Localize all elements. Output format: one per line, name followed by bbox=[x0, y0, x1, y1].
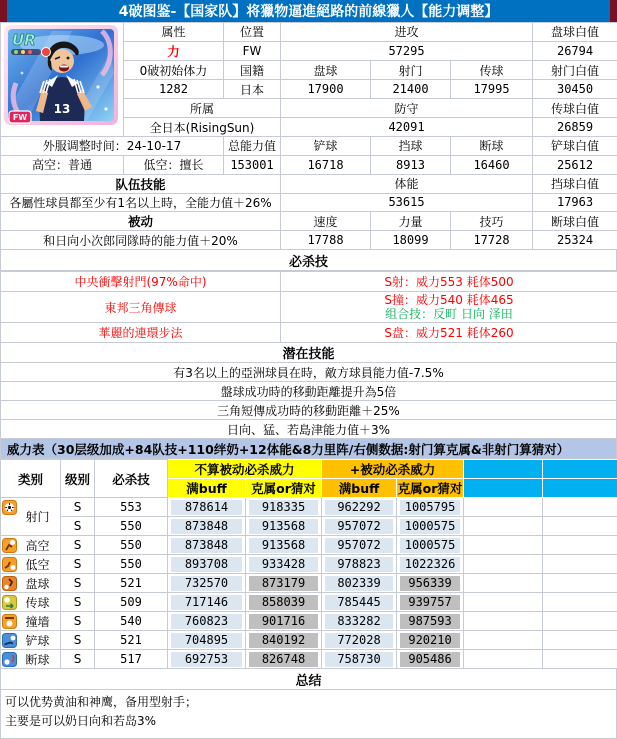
value-counter-passive: 920210 bbox=[400, 633, 460, 648]
skill-power: 550 bbox=[95, 536, 168, 555]
dribble-value: 17900 bbox=[281, 80, 371, 99]
col-header-extra-2 bbox=[543, 479, 617, 498]
col-header-extra-2 bbox=[543, 460, 617, 479]
grade: S bbox=[61, 650, 95, 669]
stamina-value: 53615 bbox=[281, 193, 533, 212]
col-header-extra-1 bbox=[464, 460, 543, 479]
initial-stamina-value: 1282 bbox=[124, 80, 224, 99]
summary-header: 总结 bbox=[0, 669, 617, 690]
grade: S bbox=[61, 555, 95, 574]
skill-power: 550 bbox=[95, 517, 168, 536]
grade: S bbox=[61, 536, 95, 555]
intercept-white-label: 断球白值 bbox=[533, 212, 617, 231]
pass-white-value: 26859 bbox=[533, 118, 617, 137]
col-header-counter: 克属or猜对 bbox=[397, 479, 464, 498]
skill-power: 540 bbox=[95, 612, 168, 631]
grade: S bbox=[61, 517, 95, 536]
grade: S bbox=[61, 593, 95, 612]
dribble-label: 盘球 bbox=[281, 61, 371, 80]
value-counter-nopassive: 913568 bbox=[249, 538, 318, 553]
value-counter-nopassive: 918335 bbox=[249, 500, 318, 515]
shoot-value: 21400 bbox=[371, 80, 451, 99]
col-header-extra-1 bbox=[464, 479, 543, 498]
high-ball-category-icon bbox=[2, 538, 17, 555]
col-header-category: 类别 bbox=[1, 460, 61, 498]
title-bar-right-cap bbox=[610, 0, 617, 22]
value-maxbuff-passive: 772028 bbox=[325, 633, 393, 648]
value-counter-nopassive: 858039 bbox=[249, 595, 318, 610]
svg-text:FW: FW bbox=[12, 113, 26, 122]
low-ball-category-icon bbox=[2, 557, 17, 574]
attr-label: 属性 bbox=[124, 23, 224, 42]
block-value: 8913 bbox=[371, 155, 451, 174]
value-maxbuff-passive: 957072 bbox=[325, 519, 393, 534]
tech-value: 17728 bbox=[451, 231, 533, 250]
tackle-white-label: 铲球白值 bbox=[533, 137, 617, 156]
position-value: FW bbox=[224, 41, 281, 60]
value-maxbuff-nopassive: 878614 bbox=[171, 500, 242, 515]
block-label: 挡球 bbox=[371, 137, 451, 156]
power-label: 力量 bbox=[371, 212, 451, 231]
team-value: 全日本(RisingSun) bbox=[124, 118, 281, 137]
tackle-category-icon bbox=[2, 633, 17, 650]
speed-label: 速度 bbox=[281, 212, 371, 231]
col-header-maxbuff: 满buff bbox=[322, 479, 397, 498]
value-counter-nopassive: 913568 bbox=[249, 519, 318, 534]
intercept-label: 断球 bbox=[451, 137, 533, 156]
summary-line: 可以优势黄油和神鹰，备用型射手； bbox=[5, 693, 616, 712]
col-header-grade: 级别 bbox=[61, 460, 95, 498]
skill-combo: 组合技：反町 日向 泽田 bbox=[281, 307, 617, 321]
power-row-pass bbox=[1, 593, 617, 612]
value-counter-passive: 1000575 bbox=[400, 519, 460, 534]
stats-table bbox=[0, 22, 617, 250]
category-label: 盘球 bbox=[15, 575, 60, 592]
fw-position-badge bbox=[9, 111, 31, 123]
value-counter-passive: 956339 bbox=[400, 576, 460, 591]
high-ball-aptitude: 高空：普通 bbox=[1, 155, 124, 174]
value-counter-passive: 1022326 bbox=[400, 557, 460, 572]
total-power-label: 总能力值 bbox=[224, 137, 281, 156]
potential-skill-text: 三角短傳成功時的移動距離＋25% bbox=[0, 401, 617, 420]
value-counter-passive: 1005795 bbox=[400, 500, 460, 515]
shoot-category-icon bbox=[2, 500, 17, 518]
total-power-value: 153001 bbox=[224, 155, 281, 174]
power-row-shoot-1 bbox=[1, 498, 617, 517]
value-counter-nopassive: 901716 bbox=[249, 614, 318, 629]
passive-header: 被动 bbox=[1, 212, 281, 231]
category-label: 断球 bbox=[15, 651, 60, 668]
team-skill-header: 队伍技能 bbox=[1, 174, 281, 193]
grade: S bbox=[61, 574, 95, 593]
title-bar-left-cap bbox=[0, 0, 7, 22]
skill-effect: S射：威力553 耗体500 bbox=[281, 272, 617, 292]
title-bar bbox=[0, 0, 617, 22]
value-counter-passive: 1000575 bbox=[400, 538, 460, 553]
nation-label: 国籍 bbox=[224, 61, 281, 80]
value-maxbuff-passive: 978823 bbox=[325, 557, 393, 572]
col-header-counter: 克属or猜对 bbox=[246, 479, 322, 498]
power-row-low bbox=[1, 555, 617, 574]
skill-name: 東邦三角傳球 bbox=[1, 292, 281, 323]
svg-text:UR: UR bbox=[12, 31, 36, 49]
summary-text bbox=[0, 690, 617, 739]
category-label: 低空 bbox=[15, 556, 60, 573]
team-skill-text: 各屬性球員都至少有1名以上時，全能力值＋26% bbox=[1, 193, 281, 212]
value-maxbuff-nopassive: 692753 bbox=[171, 652, 242, 667]
value-maxbuff-passive: 962292 bbox=[325, 500, 393, 515]
power-row-high bbox=[1, 536, 617, 555]
col-header-with-passive: +被动必杀威力 bbox=[322, 460, 464, 479]
value-maxbuff-nopassive: 760823 bbox=[171, 614, 242, 629]
tackle-value: 16718 bbox=[281, 155, 371, 174]
grade: S bbox=[61, 631, 95, 650]
value-maxbuff-nopassive: 717146 bbox=[171, 595, 242, 610]
player-illustration bbox=[2, 23, 123, 133]
value-maxbuff-passive: 785445 bbox=[325, 595, 393, 610]
skill-power: 521 bbox=[95, 631, 168, 650]
potential-skill-text: 日向、猛、若島津能力值＋3% bbox=[0, 420, 617, 439]
dribble-white-value: 26794 bbox=[533, 41, 617, 60]
tackle-label: 铲球 bbox=[281, 137, 371, 156]
skill-power: 550 bbox=[95, 555, 168, 574]
initial-stamina-label: 0破初始体力 bbox=[124, 61, 224, 80]
grade: S bbox=[61, 612, 95, 631]
power-row-tackle bbox=[1, 631, 617, 650]
value-maxbuff-nopassive: 704895 bbox=[171, 633, 242, 648]
power-value: 18099 bbox=[371, 231, 451, 250]
intercept-category-icon bbox=[2, 652, 17, 669]
value-maxbuff-nopassive: 873848 bbox=[171, 538, 242, 553]
block-white-value: 17963 bbox=[533, 193, 617, 212]
power-row-dribble bbox=[1, 574, 617, 593]
value-maxbuff-passive: 802339 bbox=[325, 576, 393, 591]
grade: S bbox=[61, 498, 95, 517]
value-counter-nopassive: 826748 bbox=[249, 652, 318, 667]
nation-value: 日本 bbox=[224, 80, 281, 99]
category-label: 射门 bbox=[15, 508, 60, 525]
wall-pass-category-icon bbox=[2, 614, 17, 631]
value-counter-passive: 905486 bbox=[400, 652, 460, 667]
intercept-white-value: 25324 bbox=[533, 231, 617, 250]
power-row-wall bbox=[1, 612, 617, 631]
skill-name: 華麗的連環步法 bbox=[1, 323, 281, 343]
summary-line: 主要是可以奶日向和若岛3% bbox=[5, 712, 616, 731]
attr-value: 力 bbox=[124, 41, 224, 60]
col-header-no-passive: 不算被动必杀威力 bbox=[168, 460, 322, 479]
value-counter-passive: 987593 bbox=[400, 614, 460, 629]
defense-label: 防守 bbox=[281, 99, 533, 118]
value-counter-passive: 939757 bbox=[400, 595, 460, 610]
special-skills-header: 必杀技 bbox=[0, 250, 617, 271]
passive-text: 和日向小次郎同隊時的能力值＋20% bbox=[1, 231, 281, 250]
category-label: 高空 bbox=[15, 537, 60, 554]
pass-white-label: 传球白值 bbox=[533, 99, 617, 118]
player-card-art bbox=[1, 23, 124, 137]
speed-value: 17788 bbox=[281, 231, 371, 250]
value-maxbuff-passive: 833282 bbox=[325, 614, 393, 629]
dribble-white-label: 盘球白值 bbox=[533, 23, 617, 42]
position-label: 位置 bbox=[224, 23, 281, 42]
skill-name: 中央衝擊射門(97%命中) bbox=[1, 272, 281, 292]
skill-effect: S盘：威力521 耗体260 bbox=[281, 323, 617, 343]
power-row-intercept bbox=[1, 650, 617, 669]
value-maxbuff-nopassive: 893708 bbox=[171, 557, 242, 572]
low-ball-aptitude: 低空：擅长 bbox=[124, 155, 224, 174]
skill-effect: S撞：威力540 耗体465 bbox=[281, 293, 617, 307]
value-maxbuff-nopassive: 732570 bbox=[171, 576, 242, 591]
potential-skill-text: 有3名以上的亞洲球員在時，敵方球員能力值-7.5% bbox=[0, 363, 617, 382]
power-table bbox=[0, 459, 617, 669]
svg-text:13: 13 bbox=[53, 102, 70, 116]
col-header-skill: 必杀技 bbox=[95, 460, 168, 498]
category-label: 传球 bbox=[15, 594, 60, 611]
skill-power: 553 bbox=[95, 498, 168, 517]
col-header-maxbuff: 满buff bbox=[168, 479, 246, 498]
attack-value: 57295 bbox=[281, 41, 533, 60]
tackle-white-value: 25612 bbox=[533, 155, 617, 174]
value-maxbuff-nopassive: 873848 bbox=[171, 519, 242, 534]
power-table-title: 威力表（30层级加成+84队技+110绊奶+12体能&8力里阵/右侧数据:射门算克属&非射门算猜对） bbox=[0, 439, 617, 459]
block-white-label: 挡球白值 bbox=[533, 174, 617, 193]
value-maxbuff-passive: 957072 bbox=[325, 538, 393, 553]
defense-value: 42091 bbox=[281, 118, 533, 137]
tech-label: 技巧 bbox=[451, 212, 533, 231]
special-skills-table bbox=[0, 271, 617, 343]
dribble-category-icon bbox=[2, 576, 17, 593]
potential-skill-text: 盤球成功時的移動距離提升為5倍 bbox=[0, 382, 617, 401]
intercept-value: 16460 bbox=[451, 155, 533, 174]
pass-category-icon bbox=[2, 595, 17, 612]
shoot-label: 射门 bbox=[371, 61, 451, 80]
skill-power: 517 bbox=[95, 650, 168, 669]
adjust-time-label: 外服调整时间：24-10-17 bbox=[1, 137, 224, 156]
potential-skills-header: 潜在技能 bbox=[0, 343, 617, 363]
value-maxbuff-passive: 758730 bbox=[325, 652, 393, 667]
category-label: 撞墙 bbox=[15, 613, 60, 630]
power-row-shoot-2 bbox=[1, 517, 617, 536]
skill-power: 509 bbox=[95, 593, 168, 612]
pass-label: 传球 bbox=[451, 61, 533, 80]
value-counter-nopassive: 840192 bbox=[249, 633, 318, 648]
pass-value: 17995 bbox=[451, 80, 533, 99]
value-counter-nopassive: 933428 bbox=[249, 557, 318, 572]
shoot-white-value: 30450 bbox=[533, 80, 617, 99]
page-title: 4破图鉴-【国家队】将獵物逼進絕路的前線獵人【能力调整】 bbox=[119, 1, 499, 21]
value-counter-nopassive: 873179 bbox=[249, 576, 318, 591]
shoot-white-label: 射门白值 bbox=[533, 61, 617, 80]
skill-power: 521 bbox=[95, 574, 168, 593]
attack-label: 进攻 bbox=[281, 23, 533, 42]
team-label: 所属 bbox=[124, 99, 281, 118]
stamina-label: 体能 bbox=[281, 174, 533, 193]
category-label: 铲球 bbox=[15, 632, 60, 649]
